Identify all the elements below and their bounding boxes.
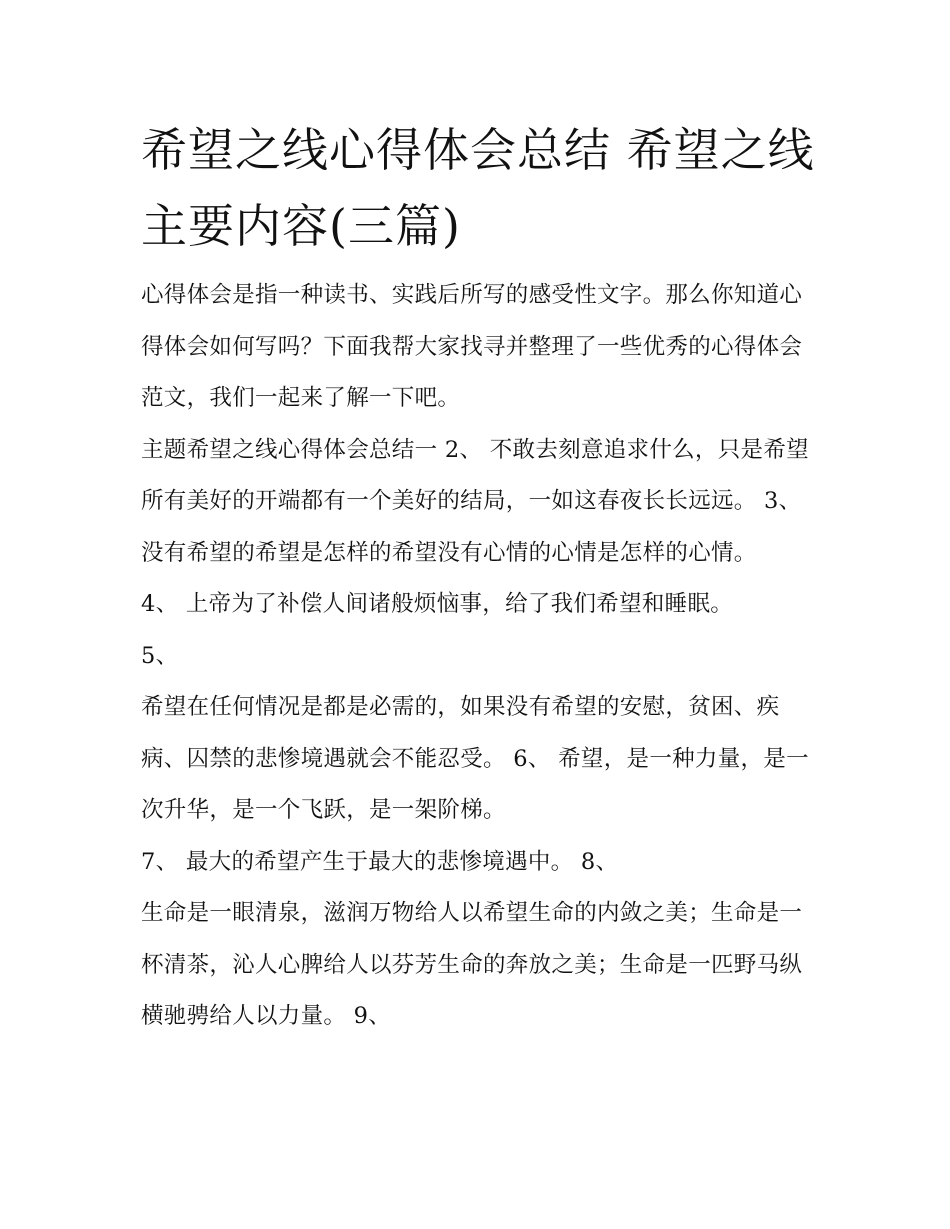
paragraph-1: 主题希望之线心得体会总结一 2、 不敢去刻意追求什么，只是希望所有美好的开端都有一个美好的结局，一如这春夜长长远远。 3、 — [141, 436, 809, 514]
paragraph-6: 7、 最大的希望产生于最大的悲惨境遇中。 8、 — [141, 848, 619, 875]
document-body — [141, 112, 821, 1043]
paragraph-7: 生命是一眼清泉，滋润万物给人以希望生命的内敛之美；生命是一杯清茶，沁人心脾给人以芬芳生命的奔放之美；生命是一匹野马纵横驰骋给人以力量。 9、 — [141, 900, 803, 1029]
document-title: 希望之线心得体会总结 希望之线主要内容(三篇) — [141, 123, 815, 253]
paragraph-intro: 心得体会是指一种读书、实践后所写的感受性文字。那么你知道心得体会如何写吗？下面我帮大家找寻并整理了一些优秀的心得体会范文，我们一起来了解一下吧。 — [141, 282, 803, 411]
paragraph-2: 没有希望的希望是怎样的希望没有心情的心情是怎样的心情。 — [141, 539, 757, 566]
paragraph-5: 希望在任何情况是都是必需的，如果没有希望的安慰，贫困、疾病、囚禁的悲惨境遇就会不能忍受。 6、 希望，是一种力量，是一次升华，是一个飞跃，是一架阶梯。 — [141, 694, 809, 823]
document-content — [141, 270, 821, 1043]
paragraph-4: 5、 — [141, 642, 179, 669]
paragraph-3: 4、 上帝为了补偿人间诸般烦恼事，给了我们希望和睡眠。 — [141, 591, 734, 617]
